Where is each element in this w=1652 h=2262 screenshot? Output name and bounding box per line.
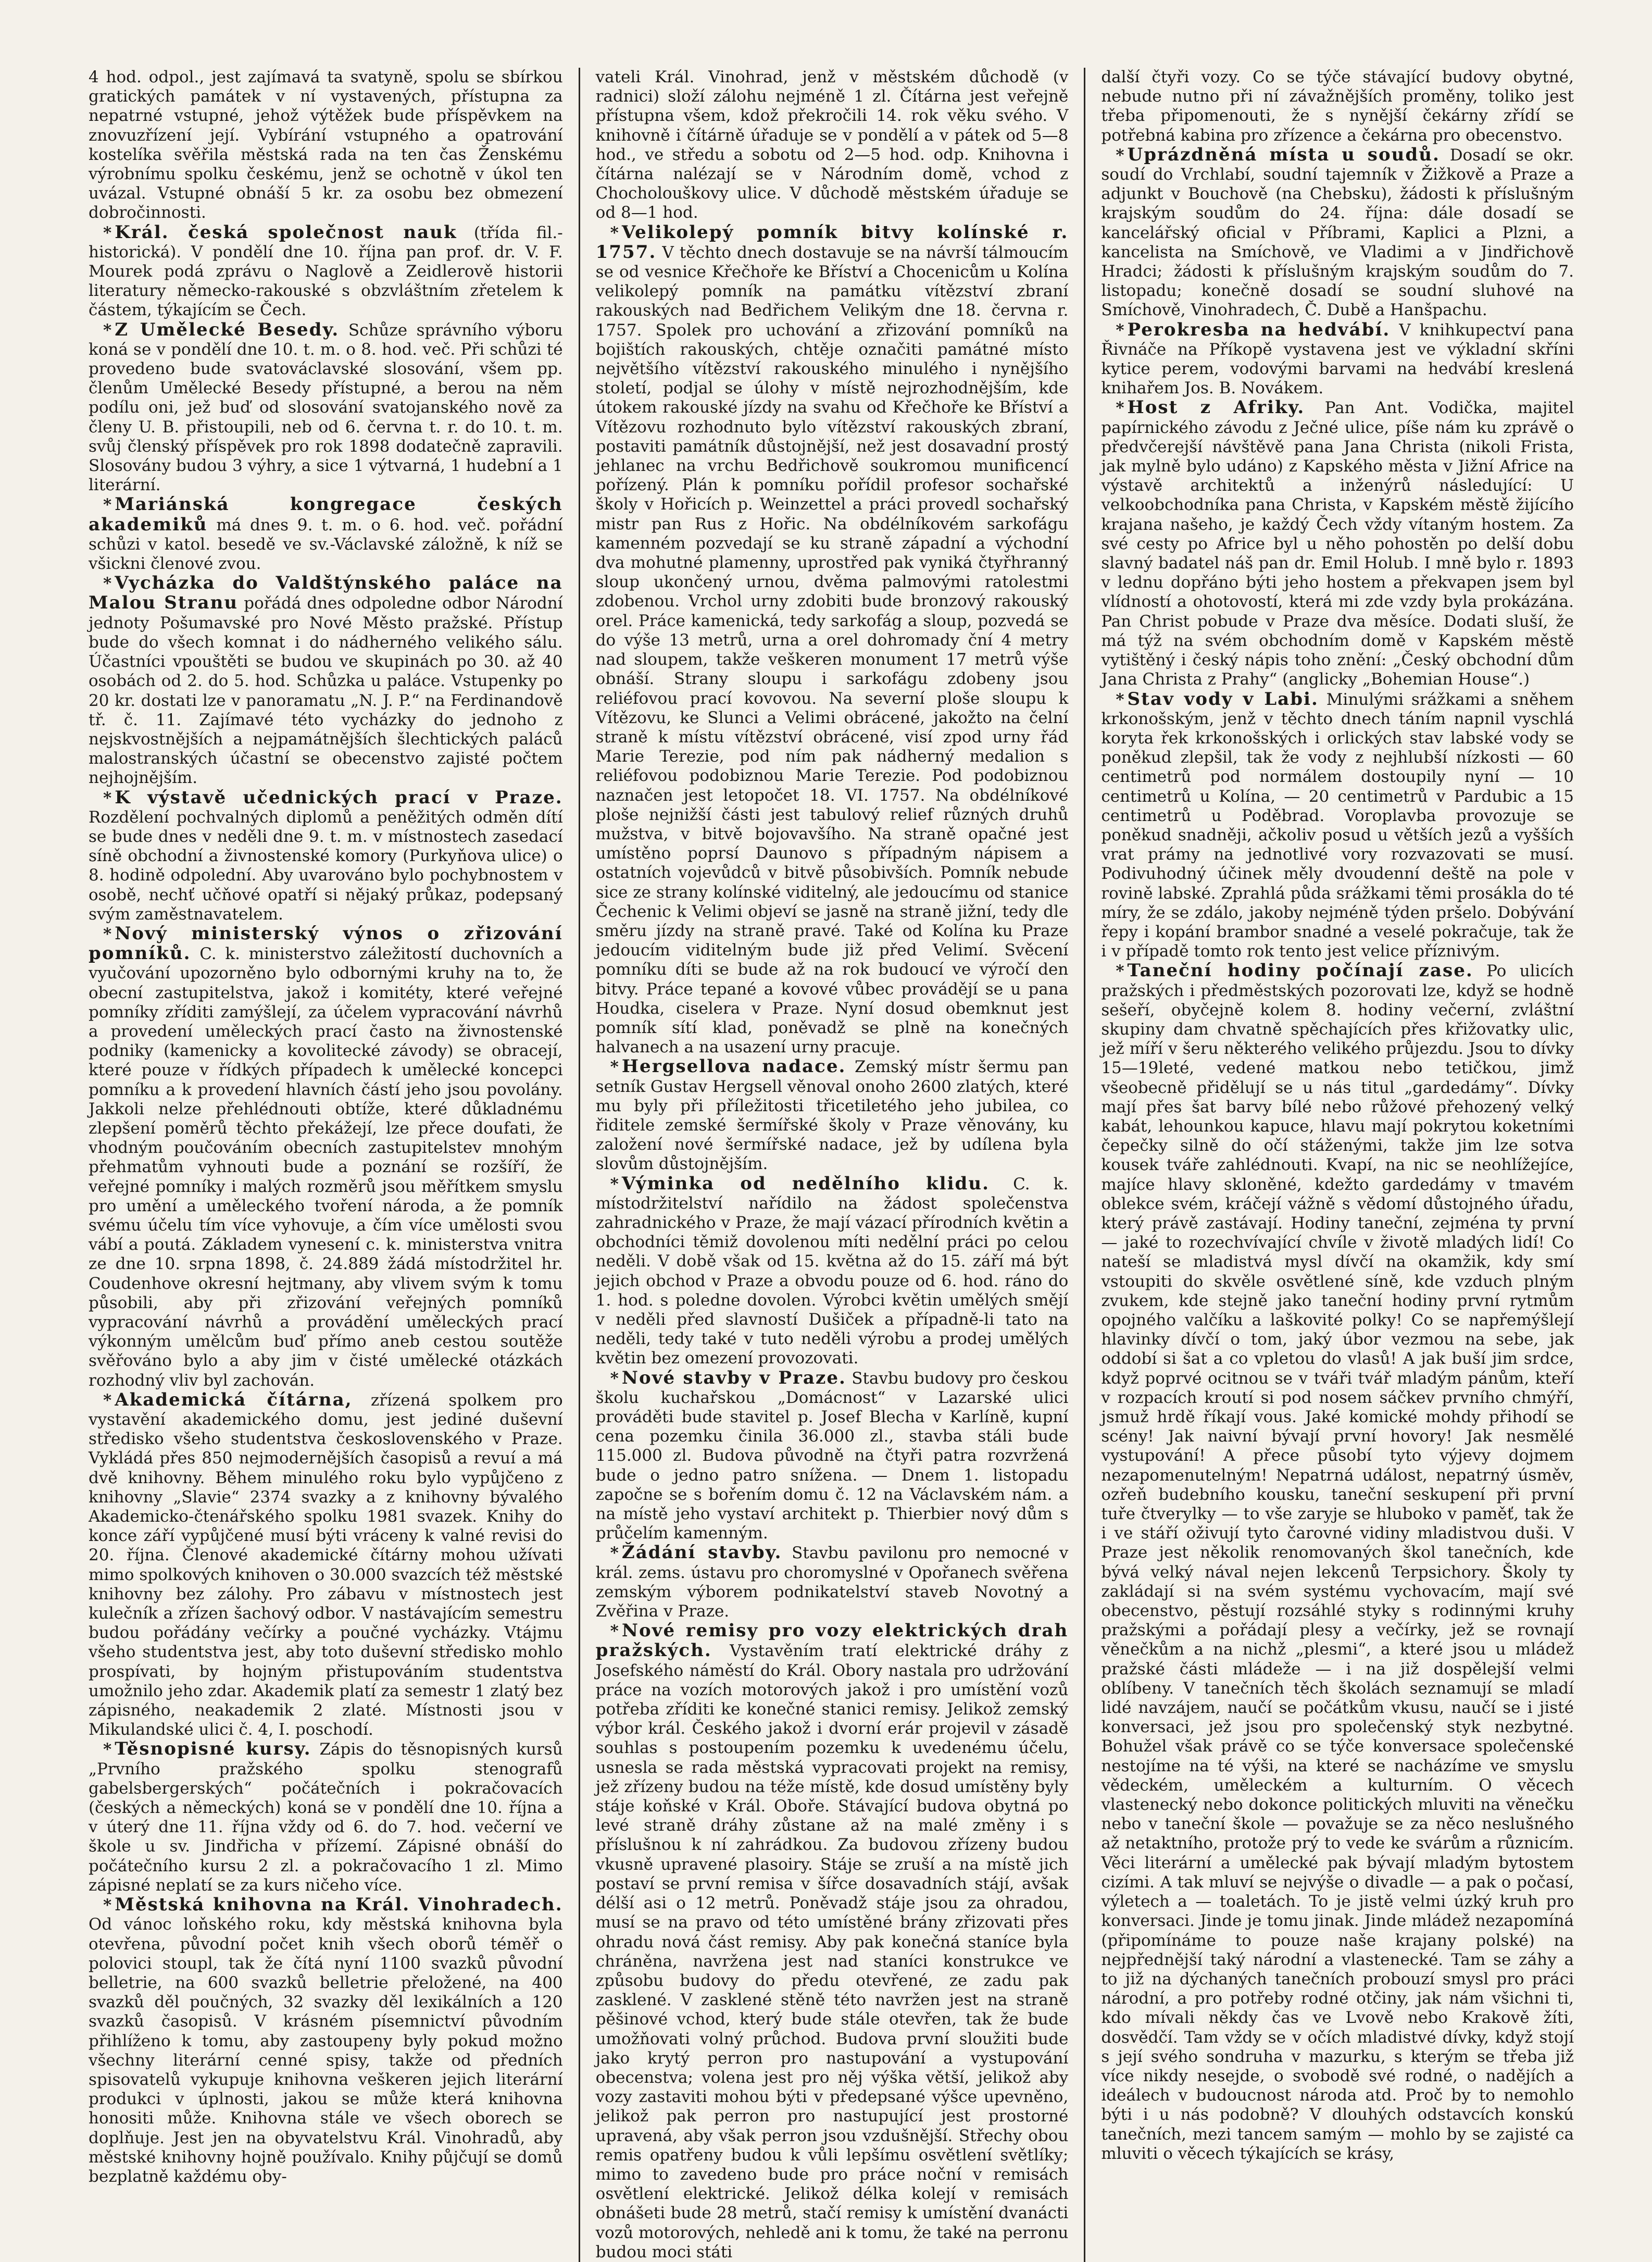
article-body: Pan Ant. Vodička, majitel papírnického závodu z Ječné ulice, píše nám ku zprávě o předvčerejší návštěvě pana Jana Christa (nikoli Frista, jak mylně bylo udáno) z Kapského města v Jižní Africe na výstavě architektů a inženýrů následující: U velkoobchodníka pana Christa, v Kapském městě žijícího krajana našeho, je každý Čech vždy vítaným hostem. Za své cesty po Africe byl u něho pohostěn po delší dobu slavný badatel náš pan dr. Emil Holub. I mně bylo r. 1893 v lednu dopřáno býti jeho hostem a překvapen jsem byl vlídností a ohotovostí, která mi zde vzdy byla prokázána. Pan Christ pobude v Praze dva měsíce. Dodati sluší, že má týž na svém obchodním domě v Kapském městě vytištěný i český nápis toho znění: „Český obchodní dům Jana Christa z Prahy“ (anglicky „Bohemian House“.) (1101, 399, 1574, 689)
article (1101, 690, 1574, 962)
article-body: Zemský místr šermu pan setník Gustav Hergsell věnoval onoho 2600 zlatých, které mu byly při příležitosti třicetiletého jeho jubilea, co řiditele zemské šermířské školy v Praze věnovány, ku založení nové šermířské nadace, jež by udílena byla slovům důstojnějším. (595, 1058, 1069, 1174)
article-headline: Velikolepý pomník bitvy kolínské r. 1757. (595, 221, 1069, 263)
bullet-mark: * (103, 495, 112, 515)
article-body: Rozdělení pochvalných diplomů a peněžitých odměn dítí se bude dnes v neděli dne 9. t. m. v místnostech zasedací síně obchodní a živnostenské komory (Purkyňova ulice) o 8. hodině odpolední. Aby uvarováno bylo pochybnostem v osobě, nechť učňové opatří si nějaký průkaz, podepsaný svým zaměstnavatelem. (89, 807, 563, 924)
article-body: Dosadí se okr. soudí do Vrchlabí, soudní tajemník v Žižkově a Praze a adjunkt v Bouchově (na Chebsku), žádosti k příslušným krajským soudům do 24. října: dále dosadí se kancelářský oficial v Příbrami, Kaplici a Plzni, a kancelista na Smíchově, ve Vladimi a v Jindřichově Hradci; žádosti k příslušným krajským soudům do 7. listopadu; konečně dosadí se soudní sluhové na Smíchově, Vinohradech, Č. Dubě a Hanšpachu. (1101, 145, 1574, 320)
article-body: V těchto dnech dostavuje se na návrší tálmoucím se od vesnice Křečhoře ke Bříství a Chocenicům u Kolína velikolepý pomník na památku vítězství zbraní rakouských nad Bedřichem Velikým dne 18. června r. 1757. Spolek pro uchování a zřizování pomníků na bojištích rakouských, chtěje označiti památné místo největšího vítězství rakouského minulého i nynějšího století, podjal se úlohy v místě nejrozhodnějším, kde útokem rakouské jízdy na svahu od Křečhoře ke Bříství a Vítězovu rozhodnuto bylo vítězství rakouských zbraní, postaviti památník důstojnější, než jest dosavadní prostý jehlanec na vrchu Bedřichově soukromou munificencí pořízený. Plán k pomníku pořídil profesor sochařské školy v Hořicích p. Weinzettel a práci provedl sochařský mistr pan Rus z Hořic. Na obdélníkovém sarkofágu kamenném pozvedají se ku straně západní a východní dva mohutné plamenny, uprostřed pak vyniká čtyřhranný sloup ukončený urnou, dvěma palmovými ratolestmi zdobenou. Vrchol urny zdobiti bude bronzový rakouský orel. Práce kamenická, tedy sarkofág a sloup, pozvedá se do výše 13 metrů, urna a orel dohromady ční 4 metry nad sloupem, takže veškeren monument 17 metrů výše obnáší. Strany sloupu i sarkofágu zdobeny jsou reliéfovou prací kovovou. Na severní ploše sloupu k Vítězovu, ke Slunci a Velimi obrácené, jakožto na čelní straně k místu vítězství obrácené, visí zpod urny řád Marie Terezie, pod ním pak nádherný medalion s reliéfovou podobiznou Marie Terezie. Pod podobiznou naznačen jest letopočet 18. VI. 1757. Na obdélníkové ploše nejnižší části jest tabulový relief různých druhů mužstva, v bitvě bojovavšího. Na straně opačné jest umístěno poprsí Daunovo s případným nápisem a ostatních vojevůdců v bitvě působivších. Pomník nebude sice ze strany kolínské viditelný, ale jedoucímu od stanice Čechenic k Velimi objeví se jasně na straně jižní, tedy dle směru jízdy na straně pravé. Také od Kolína ku Praze jedoucím viditelným bude již před Velimí. Svěcení pomníku díti se bude až na rok budoucí ve výročí den bitvy. Práce tepané a kovové vůbec provádějí se u pana Houdka, ciselera v Praze. Nyní dosud obemknut jest pomník sítí klad, poněvadž se plně na konečných halvanech a na usazení urny pracuje. (595, 243, 1069, 1057)
article (89, 1390, 563, 1740)
article (89, 1895, 563, 2186)
article-headline: Žádání stavby. (621, 1542, 782, 1563)
article-headline: Městská knihovna na Král. Vinohradech. (115, 1894, 563, 1916)
article-headline: Taneční hodiny počínají zase. (1127, 960, 1473, 981)
article (596, 1174, 1069, 1369)
article-headline: Král. česká společnost nauk (115, 221, 457, 243)
bullet-mark: * (1116, 690, 1124, 709)
article (1101, 961, 1574, 2164)
article-body: C. k. ministerstvo záležitostí duchovních a vyučování upozorněno bylo odbornými kruhy na to, že obecní zastupitelstva, jakož i komitéty, které veřejné pomníky zříditi zamýšlejí, za účelem vypracování návrhů a provedení uměleckých prací často na živnostenské podniky (kamenicky a kovolitecké závody) se obracejí, které pouze v řídkých případech k umělecké koncepci pomníku a k provedení hlavních částí jeho jsou povolány. Jakkoli nelze přehlédnouti obtíže, které důkladnému zlepšení poměrů těchto překážejí, lze přece doufati, že vhodným poučováním obecních zastupitelstev mnohým přehmatům vyhnouti bude a poznání se rozšíří, že veřejné pomníky i malých rozměrů jsou měřítkem smyslu pro umění a uměleckého tvoření národa, a že pomník svému účelu tím více vyhovuje, a čím více umělosti svou vábí a poutá. Základem vynesení c. k. ministerstva vnitra ze dne 10. srpna 1898, č. 24.889 žádá místodržitel hr. Coudenhove okresní hejtmany, aby vlivem svým k tomu působili, aby při zřizování veřejných pomníků vypracování návrhů a provádění uměleckých prací výkonným umělcům buď přímo aneb cestou soutěže svěřováno bylo a aby jim v čisté umělecké otázkách rozhodný vliv byl zachován. (89, 944, 563, 1390)
bullet-mark: * (1116, 399, 1124, 418)
bullet-mark: * (103, 223, 112, 242)
article (1101, 145, 1574, 320)
column-3 (1084, 68, 1590, 2262)
bullet-mark: * (103, 1896, 112, 1915)
column-1 (73, 68, 579, 2262)
article-body: 4 hod. odpol., jest zajímavá ta svatyně, spolu se sbírkou gratických památek v ní vystavených, přístupna za nepatrné vstupné, jehož výtěžek bude příspěvkem na znovuzřízení její. Vybírání vstupného a opatrování kostelíka svěřila městská rada na ten čas Ženskému výrobnímu spolku českému, jenž se ochotně v úkol ten uvázal. Vstupné obnáší 5 kr. za osobu bez obmezení dobročinnosti. (89, 68, 563, 222)
bullet-mark: * (610, 1369, 619, 1388)
article (89, 1739, 563, 1895)
article-headline: Nové remisy pro vozy elektrických drah pražských. (595, 1620, 1069, 1661)
bullet-mark: * (610, 1622, 619, 1641)
article (1101, 320, 1574, 399)
article (1101, 68, 1574, 145)
article-body: zřízená spolkem pro vystavění akademického domu, jest jediné duševní středisko všeho studentstva československého v Praze. Vykládá přes 850 nejmodernějších časopisů a revuí a má dvě knihovny. Během minulého roku bylo vypůjčeno z knihovny „Slavie“ 2374 svazky a z knihovny bývalého Akademicko-čtenářského spolku 1981 svazek. Knihy do konce září vypůjčené musí býti vráceny k valné revisi do 20. října. Členové akademické čítárny mohou užívati mimo spolkových knihoven o 30.000 svazcích též městské knihovny bez zálohy. Pro zábavu v místnostech jest kulečník a zřízen šachový odbor. V nastávajícím semestru budou pořádány večírky a poučné vycházky. Vtájmu všeho studentstva jest, aby toto duševní středisko mohlo prospívati, by hojným přistupováním studentstva umožnilo jeho zdar. Akademik platí za semestr 1 zlatý bez zápisného, neakademik 2 zlaté. Místnosti jsou v Mikulandské ulici č. 4, I. poschodí. (89, 1390, 563, 1739)
article-body: Vystavěním tratí elektrické dráhy z Josefského náměstí do Král. Obory nastala pro udržování práce na vozích motorových jakož i pro umístění vozů potřeba zříditi ke konečné stanici remisy. Jelikož zemský výbor král. Českého jakož i dvorní erár projevil v zásadě souhlas s postoupením pozemku k uvedenému účelu, usnesla se rada městská vypracovati projekt na remisy, jež zřízeny budou na téže místě, kde dosud umístěny byly stáje koňské v Král. Oboře. Stávající budova obytná po levé straně dráhy zůstane až na malé změny i s příslušnou k ní zahrádkou. Za budovou zřízeny budou vkusně upravené plasoiry. Stáje se zruší a na místě jich postaví se první remisa v šířce dosavadních stájí, avšak délší asi o 12 metrů. Poněvadž stáje jsou za ohradou, musí se na pravo od této umístěné brány zřizovati přes ohradu nová část remisy. Aby pak konečná staníce byla chráněna, navržena jest nad staníci konstrukce ve způsobu budovy do předu otevřené, ze zadu pak zasklené. V zasklené stěně této navržen jest na straně pěšinové vchod, který bude stále otevřen, tak že bude umožňovati volný průchod. Budova první sloužiti bude jako krytý perron pro nastupování a vystupování obecenstva; volena jest pro něj výška větší, jelikož aby vozy zastaviti mohou býti v předepsané výšce upevněno, jelikož pak perron pro nastupující jest prostorné upravená, aby však perron jsou vzdušnější. Střechy obou remis opatřeny budou k vůli lepšímu osvětlení světlíky; mimo to zavedeno bude pro práce noční v remisách osvětlení elektrické. Jelikož délka kolejí v remisách obnášeti bude 28 metrů, stačí remisy k umístění dvanácti vozů motorových, nehledě ani k tomu, že také na perronu budou moci státi (595, 1642, 1069, 2261)
article-headline: Z Umělecké Besedy. (115, 319, 340, 340)
article-body: (třída fil.-historická). V pondělí dne 10. října pan prof. dr. V. F. Mourek podá zprávu o Naglově a Zeidlerově historii literatury německo-rakouské s obzvláštním zřetelem k částem, týkajícím se Čech. (89, 223, 563, 320)
article-headline: Akademická čítárna, (115, 1389, 353, 1410)
bullet-mark: * (610, 1544, 619, 1563)
article (596, 1543, 1069, 1621)
article-body: V knihkupectví pana Řivnáče na Příkopě vystavena jest ve výkladní skříni kytice perem, vodovými barvami na hedvábí kreslená knihařem Jos. B. Novákem. (1101, 320, 1574, 398)
bullet-mark: * (103, 1390, 112, 1410)
article (596, 223, 1069, 1058)
article (89, 574, 563, 788)
article (596, 1621, 1069, 2262)
article (596, 68, 1069, 223)
article-body: Minulými srážkami a sněhem krkonošským, jenž v těchto dnech táním napnil vyschlá koryta řek krkonošských i orlických stav labské vody se poněkud zlepšil, tak že vody z nejhlubší nízkosti — 60 centimetrů pod normálem dostoupily nyní — 10 centimetrů u Kolína, — 20 centimetrů v Pardubic a 15 centimetrů u Poděbrad. Voroplavba provozuje se poněkud snadněji, ačkoliv posud u větších jezů a vyšších vrat prámy na jednotlivé vory rozvazovati se musí. Podivuhodný účinek měly dvoudenní deště na pole v rovině labské. Zprahlá půda srážkami těmi prosákla do té míry, že se zdálo, jakoby nejméně týden pršelo. Dobývání řepy i kopání brambor snadné a veselé pokračuje, tak že i v případě tomto rok tento jest velice příznivým. (1101, 690, 1574, 961)
article-headline: Stav vody v Labi. (1127, 688, 1319, 710)
article-body: Stavbu budovy pro českou školu kuchařskou „Domácnost“ v Lazarské ulici prováděti bude stavitel p. Josef Blecha v Karlíně, kupní cena pozemku činila 36.000 zl., stavba stáli bude 115.000 zl. Budova původně na čtyři patra rozvržená bude o jedno patro snížena. — Dnem 1. listopadu započne se s bořením domu č. 12 na Václavském nám. a na místě jeho vystaví architekt p. Thierbier nový dům s průčelím kamenným. (595, 1369, 1069, 1543)
bullet-mark: * (103, 574, 112, 593)
article-headline: Hergsellova nadace. (621, 1056, 846, 1077)
bullet-mark: * (610, 1174, 619, 1194)
article-body: Po ulicích pražských i předměstských pozorovati lze, když se hodně sešeří, obyčejně kolem 8. hodiny večerní, zvláštní skupiny dam chvatně spěchajících přes křižovatky ulic, jež míří v šeru některého velikého průjezdu. Jsou to dívky 15—19leté, vedené matkou nebo tetičkou, jimž všeobecně přidělují se u nás titul „gardedámy“. Dívky mají přes šat barvy bílé nebo růžové přehozený velký kabát, lehounkou kapuce, hlavu mají pokrytou koketními čepečky silně do očí stáženými, takže jim lze sotva kousek tváře zahlédnouti. Kvapí, na nic se neohlížejíce, majíce hlavy skloněné, kdežto gardedámy v tmavém oblekce svém, kráčejí vážně s vědomí důstojného úřadu, který právě zastávají. Hodiny taneční, zejména ty první — jaké to rozechvívající chvíle v životě mladých lidí! Co nateší se mladistvá mysl dívčí na okamžik, kdy smí vstoupiti do skvěle osvětlené síně, kde vzduch plným zvukem, kde stejně jako taneční hodiny první rytmům opojného valčíku a laškovité polky! Co se napřemýšlejí hlavinky dívčí o tom, jaký úbor vezmou na sebe, jak oddobí si šat a co vpletou do vlasů! A jak buší jim srdce, když poprvé ocitnou se v tváři tvář mladým pánům, kteří v rozpacích kroutí si pod nosem sáčkev prvního chmýří, jsmuž hrdě říkají vous. Jaké komické mohdy přihodí se scény! Jak naivní bývají první hovory! Jak nesmělé vystupování! A přece působí tyto výjevy dojmem nezapomenutelným! Nepatrná událost, nepatrný úsměv, ozřeň budebního kousku, taneční seskupení při první tuře čtverylky — to vše zaryje se hluboko v paměť, tak že i ve stáří oživují tyto čarovné vidiny mladistvou duši. V Praze jest několik renomovaných škol tanečních, kde bývá velký nával nejen lekcenů Terpsichory. Školy ty zakládají si na svém systému vychovacím, mají své obecenstvo, pěstují rozsáhlé styky s rodinnými kruhy pražskými a pořádají plesy a večírky, jež se rovnají věnečkům a na nichž „plesmi“, a které jsou u mládež pražské části mládeže — i na již dospělejší velmi oblíbeny. V tanečních těch školách seznamují se mladí lidé navzájem, naučí se počátkům vkusu, naučí se i jisté konversaci, jež jsou pro společenský styk nezbytné. Bohužel však právě co se týče konversace společenské nestojíme na té výši, na které se nacházíme ve smyslu vědeckém, uměleckém a kulturním. O věcech vlastenecký nebo dokonce politických mluviti na věnečku nebo v taneční škole — považuje se za něco neslušného až netaktního, protože prý to vede ke svárům a různicím. Věci literární a umělecké pak bývají mladým bytostem cizími. A tak mluví se nejvýše o divadle — a pak o počasí, výletech a — toaletách. To je jistě velmi úzký kruh pro konversaci. Jinde je tomu jinak. Jinde mládež nezapomíná (připomínáme to pouze naše krajany polské) na nejpřednější taký národní a vlastenecké. Tam se záhy a to již na dýchaných tanečních probouzí smysl pro práci národní, a pro potřeby rodné otčiny, jak nám všichni ti, kdo mívali někdy čas ve Lvově nebo Krakově žíti, dosvědčí. Tam vždy se v očích mladistvé dívky, když stojí s její svého sondruha v mazurku, s kterým se třeba již více nikdy nesejde, o svobodě své rodné, o nadějích a ideálech v budoucnost národa atd. Proč by to nemohlo býti i u nás podobně? V dlouhých odstavcích konskú tanečních, mezi tancem samým — mohlo by se zajisté ca mluviti o věcech týkajících se krásy, (1101, 962, 1574, 2163)
article (89, 68, 563, 223)
article-headline: Uprázdněná místa u soudů. (1127, 144, 1440, 165)
article-headline: Mariánská kongregace českých akademiků (89, 494, 563, 535)
bullet-mark: * (1116, 962, 1124, 981)
article-headline: Výminka od nedělního klidu. (621, 1173, 990, 1194)
article-body: Zápis do těsnopisných kursů „Prvního pražského spolku stenografů gabelsbergerských“ počátečních i pokračovacích (českých a německých) koná se v pondělí dne 10. října a v úterý dne 11. října vždy od 6. do 7. hod. večerní ve škole u sv. Jindřicha v přízemí. Zápisné obnáší do počátečního kursu 2 zl. a pokračovacího 1 zl. Mimo zápisné neplatí se za kurs ničeho více. (89, 1740, 563, 1895)
article-headline: Vycházka do Valdštýnského paláce na Malou Stranu (89, 573, 563, 614)
bullet-mark: * (610, 1058, 619, 1077)
article-headline: K výstavě učednických prací v Praze. (115, 787, 563, 808)
bullet-mark: * (103, 788, 112, 807)
column-2 (579, 68, 1084, 2262)
bullet-mark: * (1116, 145, 1124, 165)
bullet-mark: * (103, 924, 112, 943)
bullet-mark: * (103, 1740, 112, 1759)
article-headline: Nový ministerský výnos o zřizování pomníků. (89, 923, 563, 964)
article (89, 223, 563, 320)
article (89, 495, 563, 574)
bullet-mark: * (610, 223, 619, 242)
article (89, 788, 563, 924)
article-headline: Host z Afriky. (1127, 397, 1305, 418)
bullet-mark: * (103, 320, 112, 340)
article-headline: Perokresba na hedvábí. (1127, 319, 1391, 340)
article-body: C. k. místodržitelství nařídilo na žádost společenstva zahradnického v Praze, že mají vázací přírodních květin a obchodníci těmiž dovolenou míti nedělní práci po celou neděli. V době však od 15. května až do 15. září má být jejich obchod v Praze a obvodu pouze od 6. hod. ráno do 1. hod. s poledne dovolen. Výrobci květin umělých smějí v neděli před slavností Dušiček a případně-li tato na neděli, tedy také v tuto neděli výrobu a prodej umělých květin bez omezení provozovati. (595, 1174, 1069, 1368)
article-headline: Těsnopisné kursy. (115, 1738, 311, 1760)
article-headline: Nové stavby v Praze. (621, 1367, 846, 1388)
article-body: Schůze správního výboru koná se v pondělí dne 10. t. m. o 8. hod. več. Při schůzi té provedeno bude svatováclavské slosování, všem pp. členům Umělecké Besedy přístupné, a berou na něm podílu oni, jež buď od slosování svatojanského nově za členy U. B. přistoupili, neb od 6. června t. r. do 10. t. m. svůj členský příspěvek pro rok 1898 dodatečně zapravili. Slosovány budou 3 výhry, a sice 1 výtvarná, 1 hudební a 1 literární. (89, 320, 563, 495)
article (596, 1057, 1069, 1174)
bullet-mark: * (1116, 320, 1124, 340)
article-body: vateli Král. Vinohrad, jenž v městském důchodě (v radnici) složí zálohu nejméně 1 zl. Čítárna jest veřejně přístupna všem, kdož překročili 14. rok věku svého. V knihovně i čítárně úřaduje se v pondělí a v pátek od 5—8 hod., ve středu a sobotu od 2—5 hod. odp. Knihovna i čítárna nalézají se v Národním domě, vchod z Chocholouškovy ulice. V důchodě městském úřaduje se od 8—1 hod. (595, 68, 1069, 222)
article (89, 924, 563, 1390)
columns (73, 68, 1590, 2261)
article (89, 320, 563, 495)
article (596, 1369, 1069, 1544)
article-body: Od vánoc loňského roku, kdy městská knihovna byla otevřena, původní počet knih všech oborů téměř o polovici stoupl, tak že čítá nyní 1100 svazků původní belletrie, na 600 svazků belletrie přeložené, na 400 svazků děl poučných, 32 svazky děl lexikálních a 120 svazků časopisů. V krásném písemnictví původním přihlíženo k tomu, aby zastoupeny byly pokud možno všechny literární cenné spisy, takže od předních spisovatelů vykupuje knihovna veškeren jejich literární produkci v úplnosti, jakou se může která knihovna honositi může. Knihovna stále ve všech oborech se doplňuje. Jest jen na obyvatelstvu Král. Vinohradů, aby městské knihovny hojně používalo. Knihy půjčují se domů bezplatně každému oby- (89, 1915, 563, 2186)
article-body: pořádá dnes odpoledne odbor Národní jednoty Pošumavské pro Nové Město pražské. Přístup bude do všech komnat i do nádherného velikého sálu. Účastníci vpouštěti se budou ve skupinách po 30. až 40 osobách od 2. do 5. hod. Schůzka u paláce. Vstupenky po 20 kr. dostati lze v panoramatu „N. J. P.“ na Ferdinandově tř. č. 11. Zajímavé této vycházky do jednoho z nejskvostnějších a nejpamátnějších šlechtických paláců malostranských účastní se obecenstvo zajisté počtem nejhojnějším. (89, 594, 563, 788)
article-body: další čtyři vozy. Co se týče stávající budovy obytné, nebude nutno při ní závažnějších proměny, toliko jest třeba připomenouti, že s nynější čekárny zřídí se potřebná kabina pro zřízence a čekárna pro obecenstvo. (1101, 68, 1574, 145)
article-body: má dnes 9. t. m. o 6. hod. več. pořádní schůzi v katol. besedě ve sv.-Václavské záložně, k níž se všickni členové zvou. (89, 515, 563, 574)
article-body: Stavbu pavilonu pro nemocné v král. zems. ústavu pro choromyslné v Opořanech svěřena zemským výborem podnikatelství staveb Novotný a Zvěřina v Praze. (595, 1544, 1069, 1621)
article (1101, 398, 1574, 689)
